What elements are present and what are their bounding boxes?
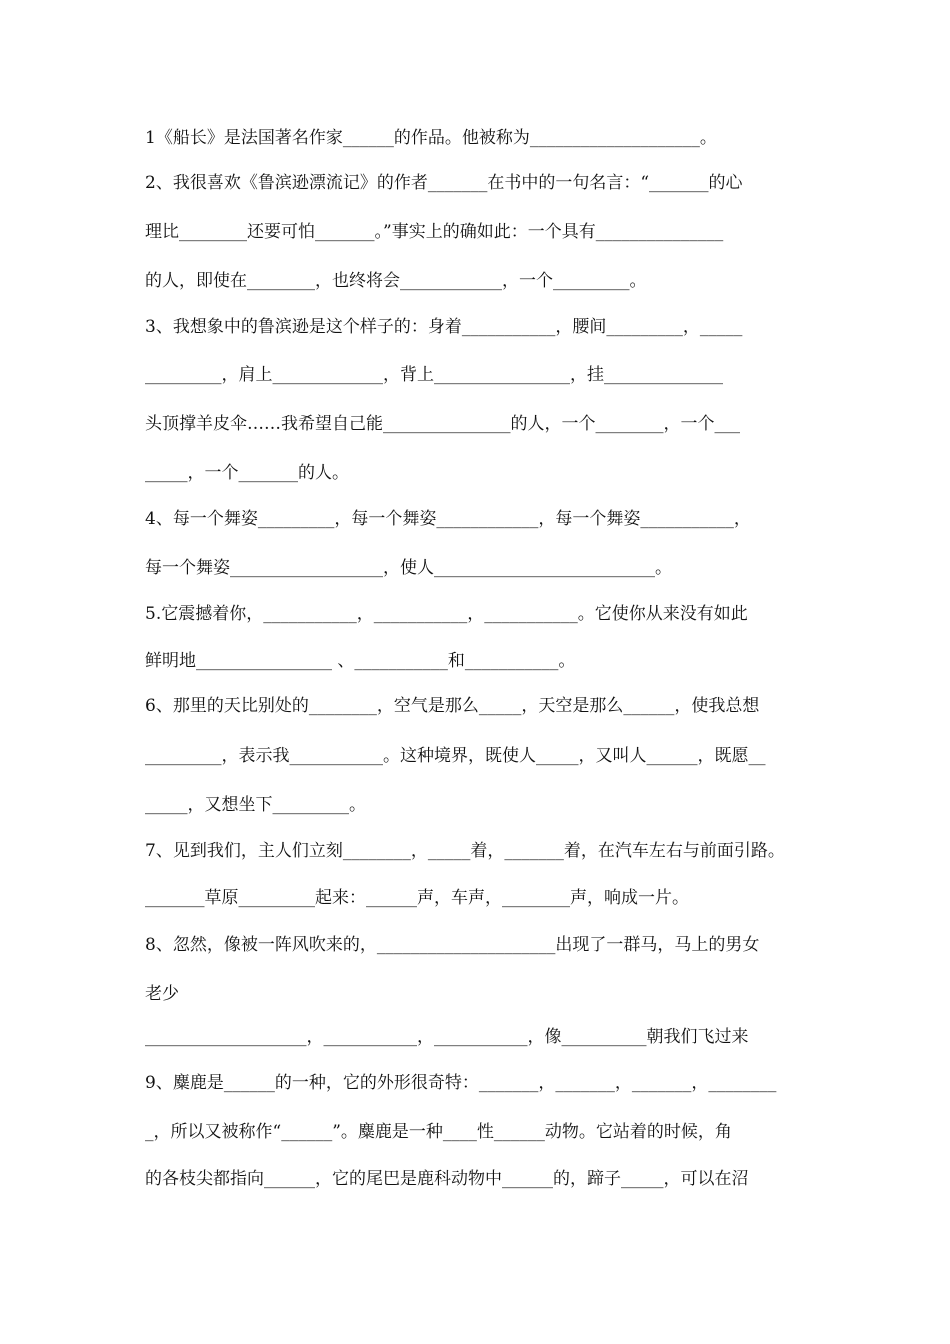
question-2-line-3: 的人，即使在________，也终将会____________，一个_________。 (145, 271, 647, 291)
question-2-line-2: 理比________还要可怕_______。”事实上的确如此：一个具有_______________ (145, 222, 724, 242)
question-2-line-1: 2、我很喜欢《鲁滨逊漂流记》的作者_______在书中的一句名言：“_______的心 (145, 173, 743, 193)
question-5-line-1: 5.它震撼着你，___________，___________，___________。它使你从来没有如此 (145, 604, 748, 624)
question-3-line-3: 头顶撑羊皮伞……我希望自己能_______________的人，一个________，一个___ (145, 414, 740, 434)
question-3-line-2: _________，肩上_____________，背上________________，挂______________ (145, 365, 723, 385)
question-7-line-1: 7、见到我们，主人们立刻________，_____着，_______着，在汽车左右与前面引路。 (145, 841, 785, 861)
question-3-line-1: 3、我想象中的鲁滨逊是这个样子的：身着___________，腰间_________，_____ (145, 317, 743, 337)
question-8-line-1: 8、忽然，像被一阵风吹来的，_____________________出现了一群马，马上的男女 (145, 935, 760, 955)
question-5-line-2: 鲜明地________________ 、___________和___________。 (145, 651, 576, 671)
question-4-line-2: 每一个舞姿__________________，使人__________________________。 (145, 558, 672, 578)
question-6-line-2: _________，表示我___________。这种境界，既使人_____，又叫人______，既愿__ (145, 746, 766, 766)
question-7-line-2: _______草原_________起来：______声，车声，________声，响成一片。 (145, 888, 689, 908)
question-1-line-1: 1《船长》是法国著名作家______的作品。他被称为____________________。 (145, 128, 717, 148)
question-6-line-3: _____，又想坐下_________。 (145, 795, 366, 815)
question-8-line-3: ___________________，___________，___________，像__________朝我们飞过来 (145, 1027, 749, 1047)
question-9-line-3: 的各枝尖都指向______，它的尾巴是鹿科动物中______的，蹄子_____，可以在沼 (145, 1169, 749, 1189)
question-6-line-1: 6、那里的天比别处的________，空气是那么_____，天空是那么______，使我总想 (145, 696, 760, 716)
question-8-line-2: 老少 (145, 984, 179, 1004)
question-9-line-1: 9、麋鹿是______的一种，它的外形很奇特：_______，_______，_______，________ (145, 1073, 777, 1093)
question-9-line-2: _，所以又被称作“______”。麋鹿是一种____性______动物。它站着的时候，角 (145, 1122, 732, 1142)
question-3-line-4: _____，一个_______的人。 (145, 463, 349, 483)
question-4-line-1: 4、每一个舞姿_________，每一个舞姿____________，每一个舞姿___________， (145, 509, 751, 529)
